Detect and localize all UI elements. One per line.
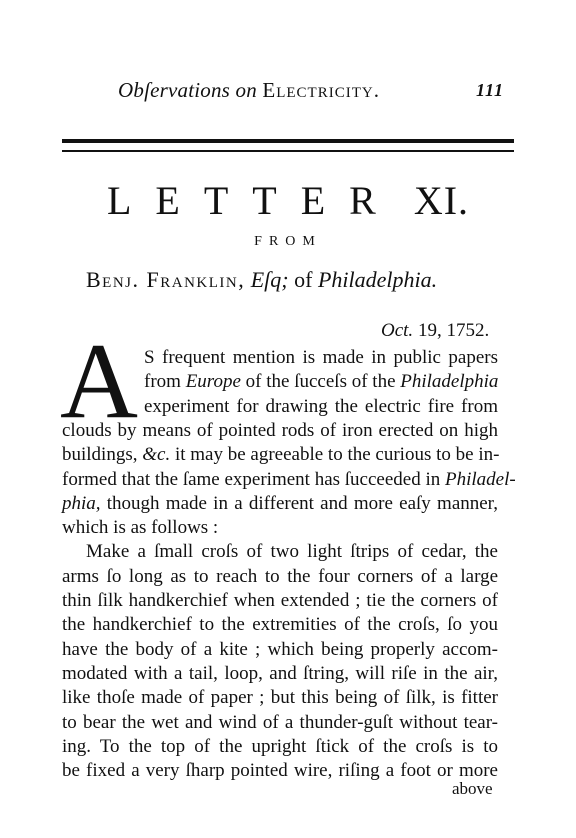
- author-place: Philadelphia.: [317, 267, 438, 292]
- body-line-segment: like thoſe made of paper ; but this being of ſilk, is fitter: [62, 687, 498, 709]
- body-line: [62, 517, 498, 539]
- body-line-segment: though made in a different and more eaſy manner,: [100, 492, 498, 514]
- body-line-segment: clouds by means of pointed rods of iron erected on high: [62, 419, 498, 441]
- body-line-segment: it may be agreeable to the curious to be in-: [170, 444, 500, 466]
- header-rule-thick: [62, 139, 514, 143]
- body-line: [62, 639, 498, 661]
- author-of: of: [294, 267, 313, 292]
- running-head: [0, 78, 576, 104]
- letter-heading: [0, 177, 576, 224]
- running-title-caps: Electricity.: [262, 78, 380, 102]
- body-line-segment: phia,: [62, 492, 101, 514]
- body-line: [144, 371, 498, 393]
- body-line: [62, 493, 498, 515]
- author-name: Benj. Franklin,: [86, 267, 246, 292]
- page-number: 111: [476, 80, 505, 100]
- body-line-segment: the handkerchief to the extremities of the croſs, ſo you: [62, 614, 498, 636]
- body-line: [62, 614, 498, 636]
- body-line: [62, 444, 498, 466]
- letter-date: [381, 320, 489, 342]
- catchword: above: [452, 779, 493, 798]
- author-title: Eſq;: [250, 267, 289, 292]
- body-line-segment: experiment for drawing the electric fire from: [144, 395, 498, 417]
- body-line: [62, 566, 498, 588]
- body-line: [144, 396, 498, 418]
- body-line-segment: modated with a tail, loop, and ſtring, will riſe in the air,: [62, 662, 498, 684]
- body-line-segment: be fixed a very ſharp pointed wire, riſing a foot or more: [62, 760, 498, 782]
- drop-cap: A: [60, 322, 138, 441]
- body-line: [62, 663, 498, 685]
- body-line: [86, 541, 498, 563]
- body-line: [62, 736, 498, 758]
- body-line-segment: Make a ſmall croſs of two light ſtrips of cedar, the: [86, 541, 498, 563]
- body-line-segment: have the body of a kite ; which being properly accom-: [62, 638, 498, 660]
- letter-heading-word: LETTER: [106, 178, 400, 223]
- body-line-segment: thin ſilk handkerchief when extended ; tie the corners of: [62, 590, 498, 611]
- body-line-segment: formed that the ſame experiment has ſucceeded in: [62, 468, 446, 490]
- body-line: [62, 687, 498, 709]
- author-line: [86, 267, 437, 293]
- body-line-segment: &c.: [142, 444, 171, 466]
- body-line-segment: arms ſo long as to reach to the four corners of a large: [62, 565, 498, 587]
- body-line-segment: S frequent mention is made in public papers: [144, 347, 498, 368]
- body-line-segment: Philadel-: [445, 468, 516, 490]
- body-line: [62, 712, 498, 734]
- body-line: [62, 468, 516, 491]
- body-line-segment: which is as follows :: [62, 517, 219, 539]
- running-title: [118, 78, 380, 103]
- body-line-segment: to bear the wet and wind of a thunder-guſt without tear-: [62, 711, 498, 733]
- running-title-italic: Obſervations: [118, 78, 231, 102]
- body-line-segment: Philadelphia: [400, 371, 499, 393]
- body-line: [62, 420, 498, 442]
- body-line-segment: Europe: [185, 371, 241, 393]
- body-line-segment: buildings,: [62, 444, 143, 466]
- body-line: [62, 590, 498, 612]
- from-line: FROM: [254, 234, 322, 249]
- date-month: Oct.: [381, 320, 414, 341]
- body-line-segment: of the ſucceſs of the: [240, 371, 401, 393]
- date-rest: 19, 1752.: [417, 320, 490, 341]
- body-line-segment: from: [144, 371, 186, 393]
- body-line: [144, 347, 498, 369]
- running-title-on: on: [235, 78, 257, 102]
- body-line-segment: ing. To the top of the upright ſtick of the croſs is to: [62, 735, 498, 757]
- letter-numeral: XI.: [413, 178, 470, 223]
- body-line: [62, 760, 498, 782]
- header-rule-thin: [62, 150, 514, 152]
